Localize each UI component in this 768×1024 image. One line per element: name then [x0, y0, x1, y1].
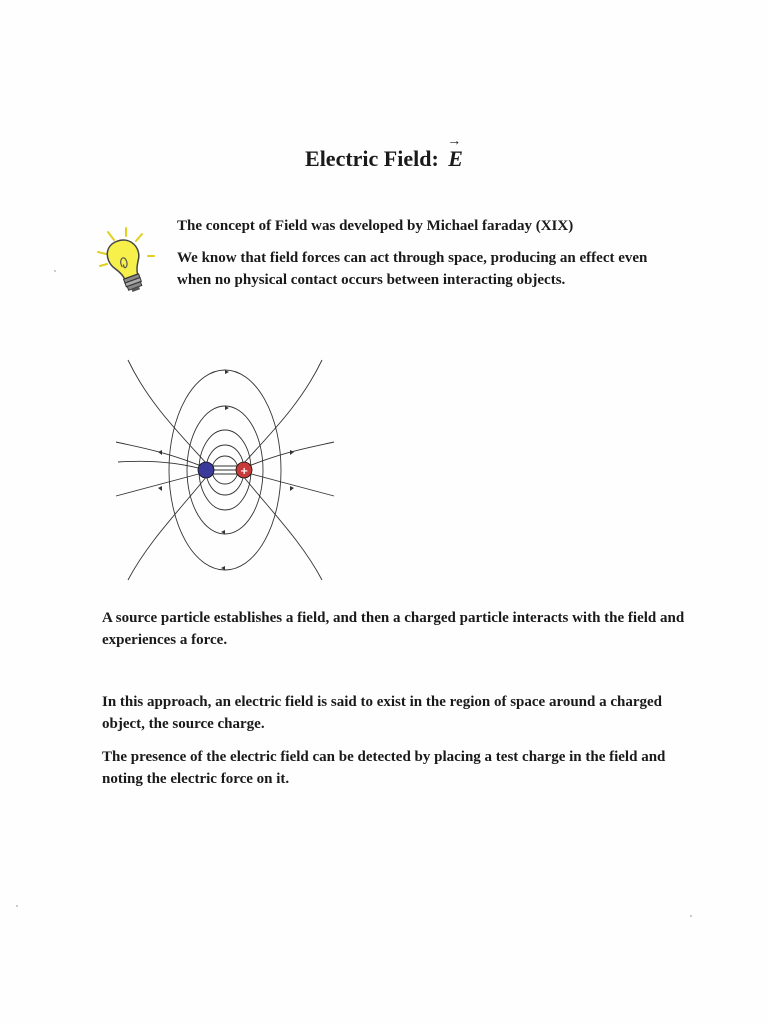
test-charge-paragraph: The presence of the electric field can be detected by placing a test charge in the field and noting the electric force on it. [102, 749, 666, 787]
page-title [0, 134, 768, 172]
vector-arrow-icon: → [447, 134, 462, 149]
negative-charge [198, 462, 214, 478]
lightbulb-icon [96, 226, 156, 298]
title-vector-e: → E [447, 134, 463, 171]
approach-paragraph: In this approach, an electric field is said to exist in the region of space around a charged object, the source charge. [102, 694, 663, 732]
source-particle-paragraph: A source particle establishes a field, and then a charged particle interacts with the field and experiences a force. [102, 610, 685, 648]
svg-text:+: + [240, 466, 249, 477]
scan-speck [690, 915, 692, 917]
field-forces-paragraph: We know that field forces can act through space, producing an effect even when no physical contact occurs between interacting objects. [177, 250, 648, 288]
intro-paragraph: The concept of Field was developed by Michael faraday (XIX) [177, 218, 574, 234]
scan-speck [16, 905, 18, 907]
title-text: Electric Field: [305, 146, 439, 171]
electric-dipole-diagram [108, 352, 348, 587]
scan-speck [54, 270, 56, 272]
